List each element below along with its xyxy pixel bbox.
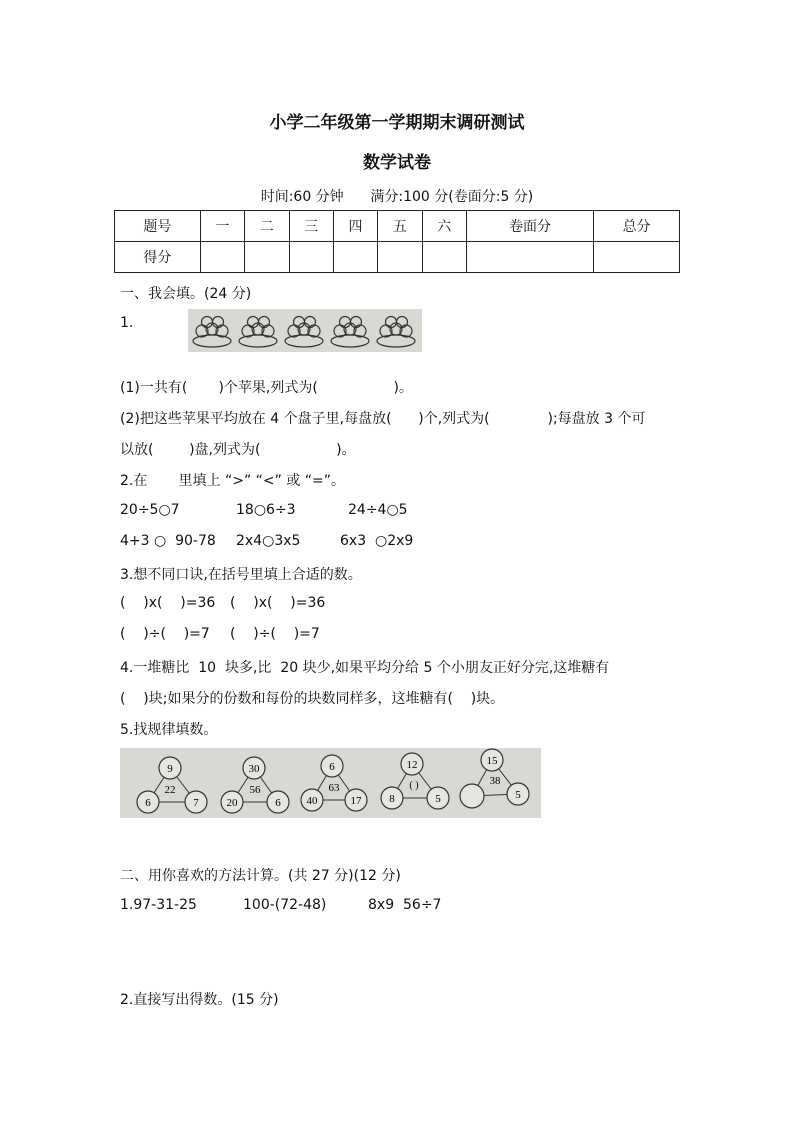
q3-item: ( )÷( )=7	[120, 626, 210, 642]
q2-item: 6x3 ○2x9	[340, 533, 414, 549]
triangle-center: 22	[164, 784, 176, 796]
triangle-center: 63	[328, 782, 340, 794]
triangle-left: 40	[306, 795, 318, 807]
triangle-group	[137, 757, 207, 813]
triangle-right: 7	[193, 797, 199, 809]
triangle-top: 15	[486, 755, 498, 767]
q3-item: ( )x( )=36	[230, 595, 326, 611]
section2-q2-line: 2.直接写出得数。(15 分)	[120, 992, 279, 1008]
calc-item: 8x9 56÷7	[368, 897, 442, 913]
score-header-cell: 卷面分	[466, 211, 593, 242]
triangle-right: 5	[515, 789, 521, 801]
calc-item: 100-(72-48)	[243, 897, 327, 913]
score-table-score-row	[115, 242, 680, 273]
q4-line1: 4.一堆糖比 10 块多,比 20 块少,如果平均分给 5 个小朋友正好分完,这堆糖有	[120, 660, 610, 676]
blank-circle[interactable]	[460, 784, 484, 808]
score-header-cell: 三	[289, 211, 333, 242]
q2-line: 2.在 里填上 “>” “<” 或 “=”。	[120, 473, 346, 489]
q2-item: 4+3 ○ 90-78	[120, 533, 216, 549]
triangle-center: ( )	[409, 780, 419, 791]
triangle-top: 9	[167, 763, 173, 775]
score-cell[interactable]	[422, 242, 466, 273]
score-header-cell: 四	[333, 211, 377, 242]
q1-label: 1.	[120, 315, 134, 331]
pattern-triangles-image	[120, 748, 541, 818]
q2-item: 18○6÷3	[236, 502, 296, 518]
q3-item: ( )x( )=36	[120, 595, 216, 611]
score-cell[interactable]	[466, 242, 593, 273]
triangle-center: 56	[249, 784, 261, 796]
triangle-group	[301, 755, 367, 811]
exam-subtitle: 数学试卷	[363, 153, 431, 173]
score-header-cell: 一	[200, 211, 244, 242]
q3-item: ( )÷( )=7	[230, 626, 320, 642]
q3-line: 3.想不同口诀,在括号里填上合适的数。	[120, 567, 362, 583]
score-header-cell: 总分	[594, 211, 680, 242]
score-table-header-row	[115, 211, 680, 242]
triangle-group	[381, 753, 449, 809]
q1-line1: (1)一共有( )个苹果,列式为( )。	[120, 380, 413, 396]
q1-line3: 以放( )盘,列式为( )。	[120, 442, 356, 458]
section1-heading: 一、我会填。(24 分)	[120, 286, 252, 302]
apples-on-plates-image	[188, 309, 422, 352]
score-cell[interactable]	[333, 242, 377, 273]
score-cell[interactable]	[378, 242, 422, 273]
section2-heading: 二、用你喜欢的方法计算。(共 27 分)(12 分)	[120, 868, 401, 884]
triangle-right: 5	[435, 793, 441, 805]
q2-item: 24÷4○5	[348, 502, 408, 518]
exam-info: 时间:60 分钟 满分:100 分(卷面分:5 分)	[260, 189, 534, 205]
triangle-top: 30	[248, 763, 260, 775]
score-header-cell: 五	[378, 211, 422, 242]
score-table	[114, 210, 680, 273]
triangles-diagram	[120, 748, 541, 818]
score-header-cell: 六	[422, 211, 466, 242]
triangle-right: 6	[275, 797, 281, 809]
triangle-top: 12	[406, 759, 418, 771]
q4-line2: ( )块;如果分的份数和每份的块数同样多，这堆糖有( )块。	[120, 691, 505, 707]
triangle-right: 17	[350, 795, 362, 807]
triangle-top: 6	[329, 761, 335, 773]
score-cell[interactable]	[594, 242, 680, 273]
triangle-left: 8	[389, 793, 395, 805]
triangle-group	[221, 757, 289, 813]
triangle-left: 6	[145, 797, 151, 809]
apples-icon	[188, 309, 422, 352]
q5-line: 5.找规律填数。	[120, 722, 218, 738]
calc-item: 1.97-31-25	[120, 897, 197, 913]
score-cell[interactable]	[245, 242, 289, 273]
triangle-center: 38	[489, 775, 501, 787]
score-header-cell: 二	[245, 211, 289, 242]
q2-item: 20÷5○7	[120, 502, 180, 518]
exam-title: 小学二年级第一学期期末调研测试	[269, 113, 525, 133]
triangle-group	[460, 749, 529, 808]
score-cell[interactable]	[289, 242, 333, 273]
q2-item: 2x4○3x5	[236, 533, 301, 549]
score-cell[interactable]	[200, 242, 244, 273]
score-row-label: 得分	[115, 242, 201, 273]
triangle-left: 20	[226, 797, 238, 809]
q1-line2: (2)把这些苹果平均放在 4 个盘子里,每盘放( )个,列式为( );每盘放 3 个可	[120, 411, 646, 427]
score-header-cell: 题号	[115, 211, 201, 242]
